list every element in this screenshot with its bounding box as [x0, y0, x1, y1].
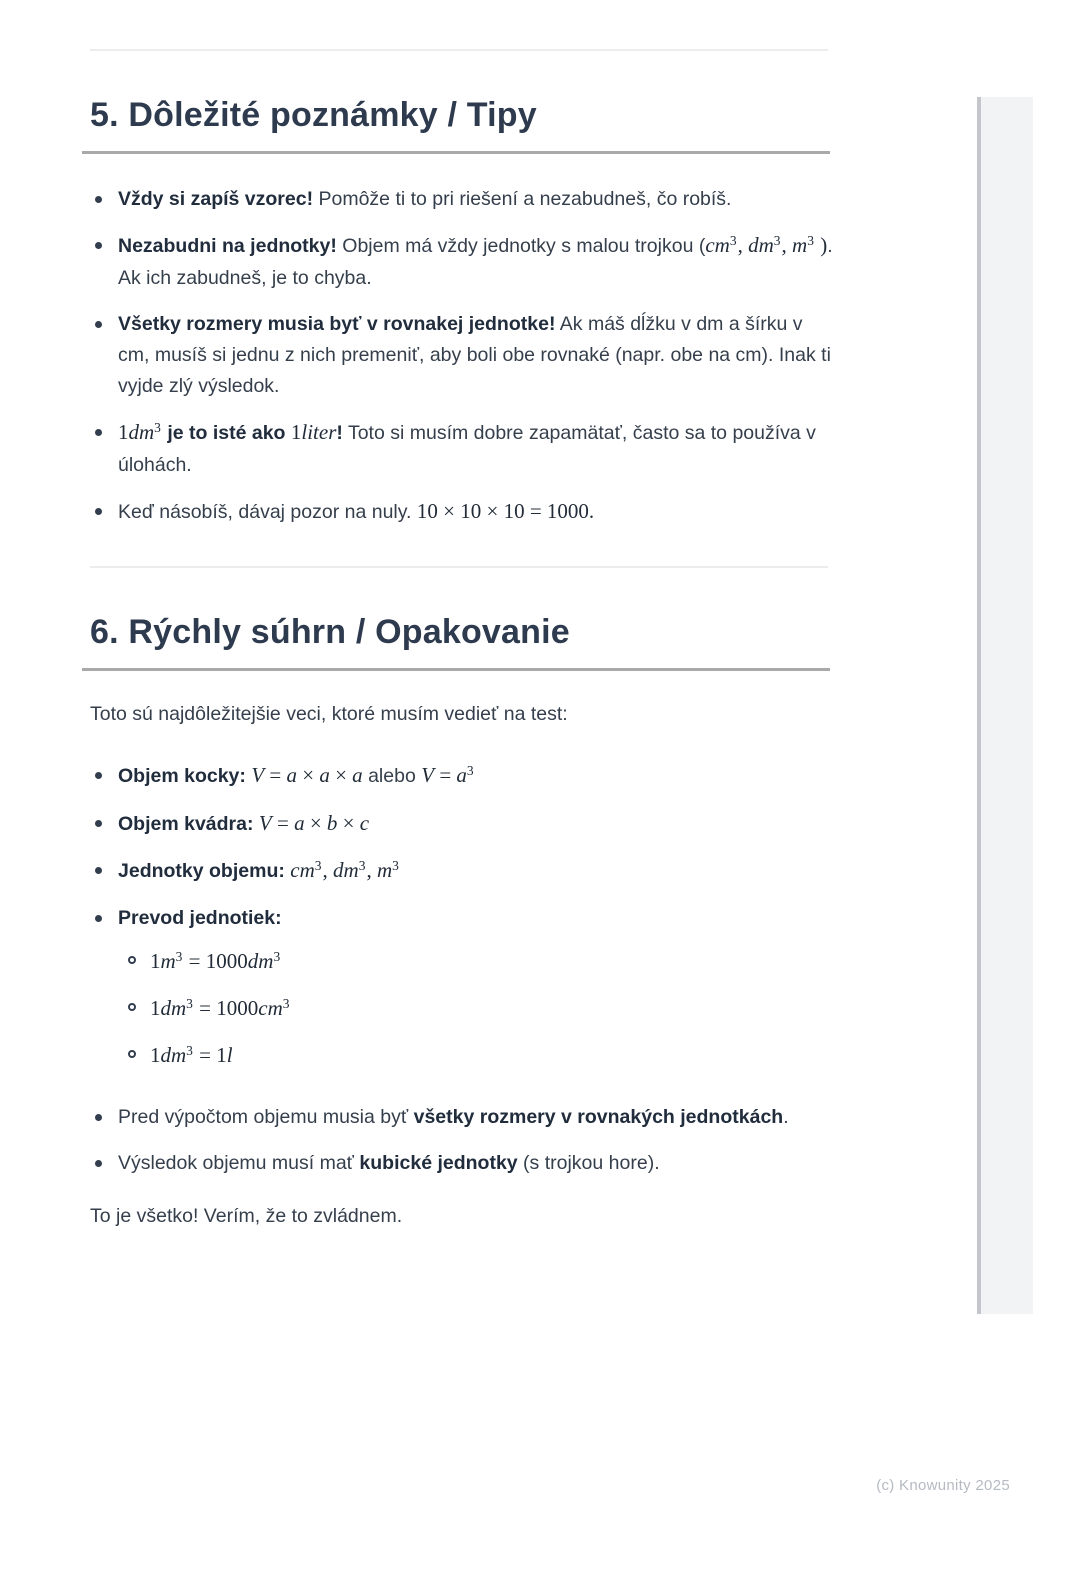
list-item-text	[118, 808, 838, 840]
text-segment: Objem má vždy jednotky s malou trojkou (	[336, 235, 706, 257]
text-segment: ,	[781, 233, 793, 257]
text-segment: dm	[160, 1043, 187, 1067]
text-segment: cm	[258, 996, 283, 1020]
text-segment: 3	[273, 949, 281, 964]
text-segment: dm	[333, 858, 359, 882]
list-item	[90, 417, 838, 481]
section-notes	[0, 93, 1080, 528]
section-summary	[0, 610, 1080, 1232]
document-page	[0, 49, 1080, 1577]
text-segment: Vždy si zapíš vzorec!	[118, 188, 314, 210]
list-item	[90, 1102, 838, 1133]
list-item	[90, 184, 838, 215]
text-segment: . Ak ich zabudneš, je to chyba.	[118, 235, 833, 289]
text-segment: 3	[807, 233, 814, 248]
text-segment: l	[226, 1043, 233, 1067]
list-item-text	[118, 903, 838, 1087]
text-segment: 3	[186, 1043, 193, 1058]
text-segment: =	[434, 763, 457, 787]
text-segment: je to isté ako	[161, 422, 291, 444]
bullet-dot-icon	[95, 1160, 102, 1167]
text-segment: 10 × 10 × 10 = 1000.	[416, 499, 595, 523]
list-item-text	[118, 417, 838, 481]
list-item	[90, 230, 838, 294]
section-title-summary: 6. Rýchly súhrn / Opakovanie	[90, 613, 570, 651]
list-item-text	[118, 184, 838, 215]
text-segment: Prevod jednotiek:	[118, 907, 282, 929]
text-segment: (s trojkou hore).	[517, 1152, 660, 1174]
text-segment: V	[421, 763, 435, 787]
text-segment: Výsledok objemu musí mať	[118, 1152, 360, 1174]
bullet-dot-icon	[95, 1114, 102, 1121]
bullet-dot-icon	[95, 321, 102, 328]
text-segment: Pred výpočtom objemu musia byť	[118, 1106, 414, 1128]
text-segment: 1	[150, 996, 161, 1020]
text-segment: m	[376, 858, 393, 882]
text-segment: dm	[748, 233, 774, 257]
list-item-text	[118, 496, 838, 528]
text-segment: = 1	[193, 1043, 227, 1067]
text-segment: 3	[186, 996, 193, 1011]
section-list-notes	[90, 184, 838, 528]
text-segment: Jednotky objemu:	[118, 860, 291, 882]
text-segment: m	[160, 949, 176, 973]
list-item-text	[150, 1040, 838, 1073]
text-segment: ,	[322, 858, 334, 882]
text-segment: cm	[705, 233, 730, 257]
text-segment: ×	[304, 811, 327, 835]
text-segment: = 1000	[183, 949, 248, 973]
bullet-dot-icon	[95, 867, 102, 874]
text-segment: 1	[118, 420, 129, 444]
list-item-text	[150, 946, 838, 979]
text-segment: V	[251, 763, 265, 787]
open-circle-bullet-icon	[128, 956, 136, 964]
text-segment: a	[456, 763, 467, 787]
text-segment: ×	[296, 763, 320, 787]
text-segment: m	[792, 233, 808, 257]
text-segment: 3	[282, 996, 290, 1011]
text-segment: Nezabudni na jednotky!	[118, 235, 337, 257]
list-item-text	[118, 760, 838, 793]
text-segment: Pomôže ti to pri riešení a nezabudneš, čo robíš.	[313, 188, 732, 210]
section-list-summary	[90, 760, 838, 1179]
text-segment: 1	[290, 420, 302, 444]
text-segment: Objem kvádra:	[118, 813, 259, 835]
text-segment: Ak máš dĺžku v dm a šírku v cm, musíš si jednu z nich premeniť, aby boli obe rovnaké (napr. obe na cm). Inak ti vyjde zlý výsledok.	[118, 313, 831, 397]
open-circle-bullet-icon	[128, 1050, 136, 1058]
text-segment: dm	[160, 996, 187, 1020]
open-circle-bullet-icon	[128, 1003, 136, 1011]
text-segment: =	[264, 763, 287, 787]
text-segment: !	[336, 422, 343, 444]
text-segment: Keď násobíš, dávaj pozor na nuly.	[118, 501, 417, 523]
sub-list-item	[128, 993, 838, 1026]
list-item-text	[118, 1102, 838, 1133]
sub-list-item	[128, 1040, 838, 1073]
section-divider	[90, 566, 828, 568]
text-segment: a	[319, 763, 330, 787]
list-item-text	[118, 1148, 838, 1179]
text-segment: ,	[737, 233, 749, 257]
list-item	[90, 855, 838, 888]
page-edge-bar	[977, 97, 1033, 1314]
text-segment: kubické jednotky	[359, 1152, 518, 1174]
list-item	[90, 1148, 838, 1179]
text-segment: liter	[301, 420, 337, 444]
list-item-text	[150, 993, 838, 1026]
copyright-footer: (c) Knowunity 2025	[876, 1477, 1010, 1494]
text-segment: 3	[392, 858, 399, 873]
text-segment: dm	[247, 949, 274, 973]
bullet-dot-icon	[95, 820, 102, 827]
text-segment: ×	[329, 763, 353, 787]
text-segment: = 1000	[193, 996, 259, 1020]
list-item	[90, 496, 838, 528]
text-segment: c	[359, 811, 370, 835]
bullet-dot-icon	[95, 242, 102, 249]
text-segment: a	[294, 811, 305, 835]
text-segment: 3	[773, 233, 781, 248]
bullet-dot-icon	[95, 508, 102, 515]
list-item	[90, 760, 838, 793]
bullet-dot-icon	[95, 196, 102, 203]
text-segment: 3	[466, 763, 474, 778]
text-segment: 3	[175, 949, 183, 964]
text-segment: 3	[358, 858, 366, 873]
sub-list	[128, 946, 838, 1073]
list-item-text	[118, 230, 838, 294]
text-segment: a	[352, 763, 363, 787]
text-segment: 1	[150, 949, 161, 973]
bullet-dot-icon	[95, 915, 102, 922]
section-title-notes: 5. Dôležité poznámky / Tipy	[90, 96, 537, 134]
text-segment: Všetky rozmery musia byť v rovnakej jednotke!	[118, 313, 556, 335]
bullet-dot-icon	[95, 429, 102, 436]
text-segment: a	[286, 763, 297, 787]
text-segment: ×	[337, 811, 360, 835]
text-segment: všetky rozmery v rovnakých jednotkách	[413, 1106, 784, 1128]
text-segment: ,	[366, 858, 377, 882]
text-segment: V	[258, 811, 272, 835]
text-segment: )	[814, 233, 828, 257]
bullet-dot-icon	[95, 772, 102, 779]
heading-underline	[82, 668, 830, 671]
list-item	[90, 903, 838, 1087]
text-segment: 3	[154, 420, 161, 435]
top-divider	[90, 49, 828, 51]
text-segment: b	[326, 811, 338, 835]
text-segment: =	[271, 811, 295, 835]
summary-intro: Toto sú najdôležitejšie veci, ktoré musím vedieť na test:	[90, 703, 568, 725]
text-segment: .	[783, 1106, 789, 1128]
heading-underline	[82, 151, 830, 154]
text-segment: cm	[290, 858, 315, 882]
text-segment: 1	[150, 1043, 161, 1067]
list-item	[90, 309, 838, 402]
text-segment: 3	[314, 858, 322, 873]
text-segment: Objem kocky:	[118, 765, 252, 787]
list-item-text	[118, 855, 838, 888]
text-segment: Toto si musím dobre zapamätať, často sa to používa v úlohách.	[118, 422, 816, 476]
list-item-text	[118, 309, 838, 402]
summary-outro: To je všetko! Verím, že to zvládnem.	[90, 1205, 403, 1227]
list-item	[90, 808, 838, 840]
text-segment: dm	[128, 420, 155, 444]
sub-list-item	[128, 946, 838, 979]
text-segment: 3	[729, 233, 737, 248]
text-segment: alebo	[362, 765, 422, 787]
